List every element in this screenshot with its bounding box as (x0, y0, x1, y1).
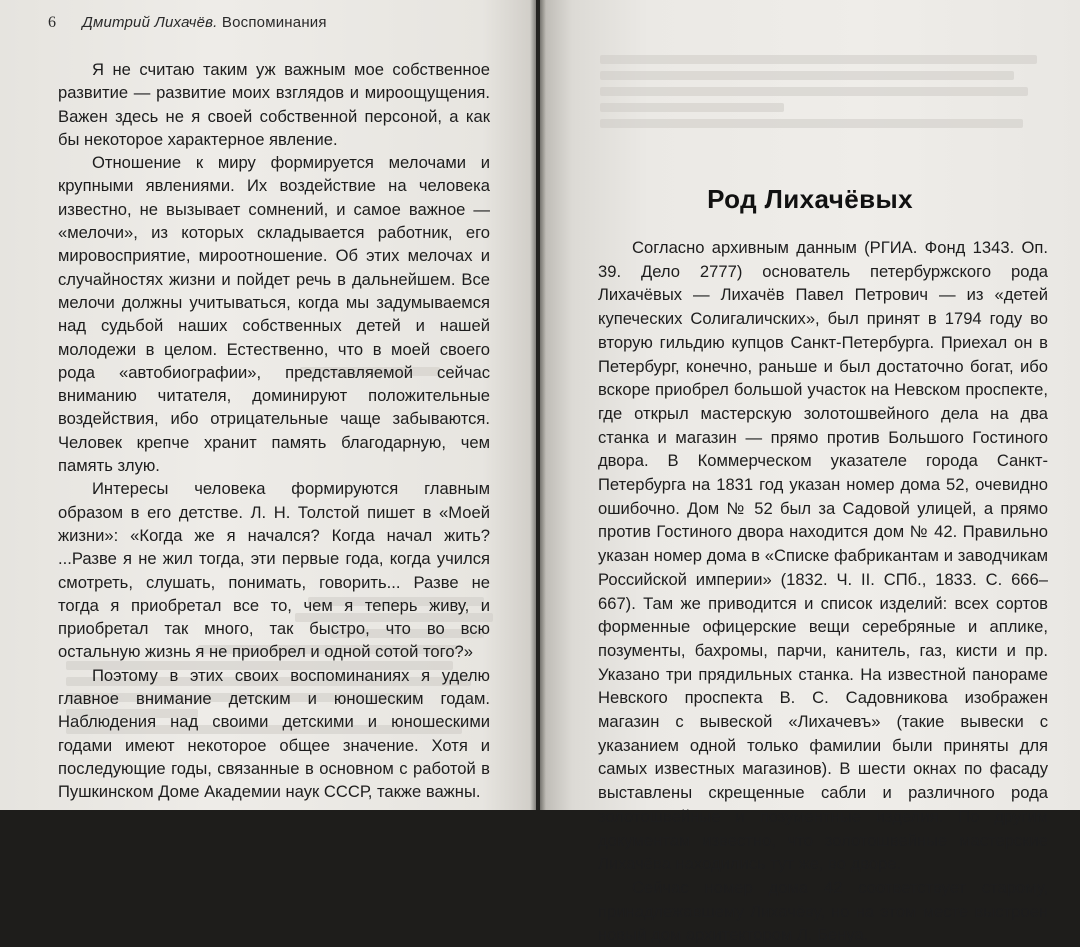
chapter-title: Род Лихачёвых (707, 184, 913, 214)
book-gutter (530, 0, 546, 810)
page-number: 6 (48, 14, 57, 31)
right-page-body (598, 236, 1048, 947)
show-through-text (600, 48, 1060, 168)
paragraph: Согласно архивным данным (РГИА. Фонд 1343. Оп. 39. Дело 2777) основатель петербуржского рода Лихачёвых — Лихачёв Павел Петрович — из «детей купеческих Солигаличских», был принят в 1794 году во вторую гильдию купцов Санкт-Петербурга. Приехал он в Петербург, конечно, раньше и был достаточно богат, ибо вскоре приобрел большой участок на Невском проспекте, где открыл мастерскую золотошвейного дела на два станка и магазин — прямо против Большого Гостиного двора. В Коммерческом указателе города Санкт-Петербурга на 1831 год указан номер дома 52, очевидно ошибочно. Дом № 52 был за Садовой улицей, а прямо против Гостиного двора находится дом № 42. Правильно указан номер дома в «Списке фабрикантам и заводчикам Российской империи» (1832. Ч. II. СПб., 1833. С. 666–667). Там же приводится и список изделий: всех сортов форменные офицерские вещи серебряные и аплике, позументы, бахромы, парчи, канитель, газ, кисти и пр. Указано три прядильных станка. На известной панораме Невского проспекта В. С. Садовникова изображен магазин с вывеской «Лихачевъ» (такие вывески с указанием одной только фамилии были приняты для самых известных магазинов). В шести окнах по фасаду выставлены скрещенные сабли и различного рода золотошвейные и позументные изделия. По другим документам известно, что золотошвейные мастерские Лихачёва находились тут же, во дворе. (598, 238, 1048, 874)
paragraph: Поэтому в этих своих воспоминаниях я уделю главное внимание детским и юношеским годам. Наблюдения над своими детскими и юношескими годами имеют некоторое общее значение. Хотя и последующие годы, связанные в основном с работой в Пушкинском Доме Академии наук СССР, также важны. (58, 665, 490, 802)
paragraph: Интересы человека формируются главным образом в его детстве. Л. Н. Толстой пишет в «Моей жизни»: «Когда же я начался? Когда начал жить? ...Разве я не жил тогда, эти первые года, когда учился смотреть, слушать, понимать, говорить... Разве не тогда я приобретал все то, чем я теперь живу, и приобретал так много, так быстро, что во всю остальную жизнь я не приобрел и одной сотой того?» (58, 479, 490, 662)
paragraph: Я не считаю таким уж важным мое собственное развитие — развитие моих взглядов и мироощущения. Важен здесь не я своей собственной персоной, а как бы некоторое характерное явление. (58, 60, 490, 149)
running-head-author: Дмитрий Лихачёв. (82, 14, 218, 31)
left-page (0, 0, 536, 810)
paragraph: Отношение к миру формируется мелочами и крупными явлениями. Их воздействие на человека известно, не вызывает сомнений, и самое важное — «мелочи», из которых складывается работник, его мировосприятие, мироотношение. Об этих мелочах и случайностях жизни и пойдет речь в дальнейшем. Все мелочи должны учитываться, когда мы задумываемся над судьбой наших собственных детей и нашей молодежи в целом. Естественно, что в моей своего рода «автобиографии», представляемой сейчас вниманию читателя, доминируют положительные воздействия, ибо отрицательные чаще забываются. Человек крепче хранит память благодарную, чем память злую. (58, 153, 490, 476)
running-head-title: Воспоминания (221, 14, 327, 31)
paragraph: Сейчас номер дома 42 соответствует старому, принадлежавшему Лихачёву, но на этом месте выстроен новый дом архитектором Л. Бенуа. (598, 877, 1048, 945)
running-head (48, 14, 506, 32)
left-page-body (58, 58, 490, 804)
right-page (540, 0, 1080, 945)
